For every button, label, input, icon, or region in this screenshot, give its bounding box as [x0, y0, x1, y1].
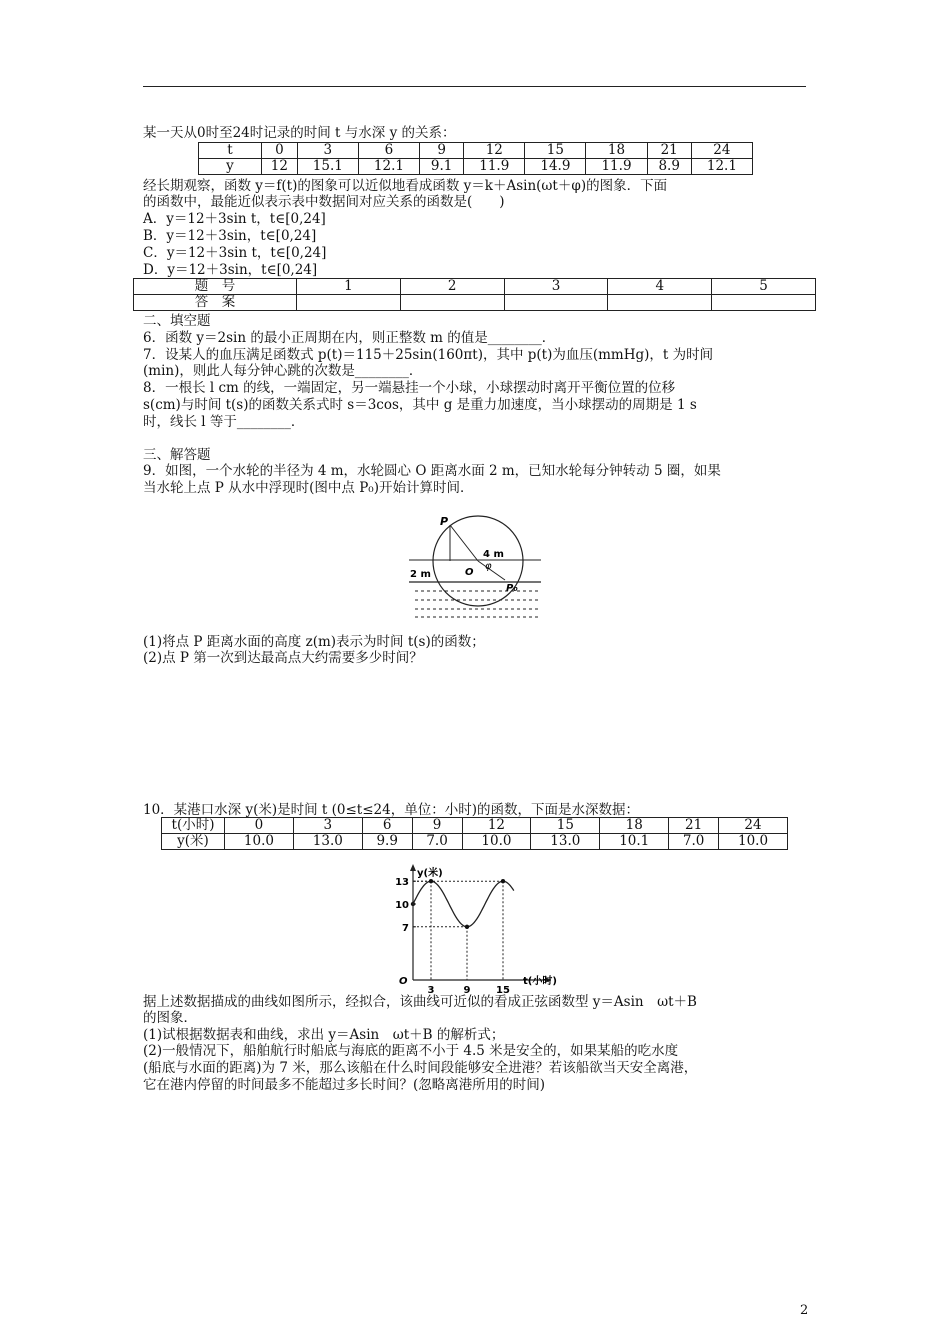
answer-col-4: 4 [608, 279, 712, 295]
table-cell: 12 [462, 818, 531, 834]
section-solve: 三、解答题 [143, 447, 211, 463]
label-p: P [440, 515, 449, 528]
x-tick-label: 3 [427, 985, 435, 996]
q10-sub2a: (2)一般情况下，船舶航行时船底与海底的距离不小于 4.5 米是安全的，如果某船的吃水度 [143, 1043, 679, 1059]
label-2m: 2 m [410, 569, 431, 580]
q5-option-c: C．y＝12＋3sin t，t∈[0,24] [143, 245, 327, 261]
q10-sub2b: (船底与水面的距离)为 7 米，那么该船在什么时间段能够安全进港？若该船欲当天安全离港， [143, 1060, 698, 1076]
label-p0: P₀ [506, 583, 518, 594]
q10-sub2c: 它在港内停留的时间最多不能超过多长时间？(忽略离港所用的时间) [143, 1077, 546, 1093]
series-line [413, 881, 514, 927]
y-tick-label: 13 [395, 877, 409, 889]
q5-line1: 经长期观察，函数 y＝f(t)的图象可以近似地看成函数 y＝k＋Asin(ωt＋φ)的图象．下面 [143, 178, 668, 194]
table-cell: 9.9 [362, 834, 412, 850]
q8-line2: s(cm)与时间 t(s)的函数关系式时 s＝3cos，其中 g 是重力加速度，当小球摆动的周期是 1 s [143, 397, 697, 413]
x-axis-label: t(小时) [523, 976, 557, 987]
table-cell: 14.9 [525, 159, 586, 175]
section-fill-blank: 二、填空题 [143, 313, 211, 329]
table-cell: 18 [586, 143, 647, 159]
table-row [162, 818, 788, 834]
table-row [162, 834, 788, 850]
q10-line1: 10．某港口水深 y(米)是时间 t (0≤t≤24，单位：小时)的函数，下面是水深数据： [143, 802, 639, 818]
water-wheel-figure [405, 505, 555, 630]
q6-text: 6．函数 y＝2sin 的最小正周期在内，则正整数 m 的值是________． [143, 330, 556, 346]
chart-marks [411, 879, 514, 929]
answer-cell[interactable] [400, 295, 504, 311]
table-cell: 6 [358, 143, 419, 159]
answer-col-5: 5 [712, 279, 816, 295]
table-cell: 0 [262, 143, 298, 159]
q5-line2: 的函数中，最能近似表示表中数据间对应关系的函数是( ) [143, 194, 505, 210]
table-cell: 3 [297, 143, 358, 159]
table-cell: 24 [691, 143, 752, 159]
answer-col-2: 2 [400, 279, 504, 295]
table-cell: 7.0 [669, 834, 719, 850]
data-table-2 [161, 817, 788, 850]
table-cell: 12.1 [691, 159, 752, 175]
op-radius [450, 525, 478, 561]
table-cell: 15 [525, 143, 586, 159]
q10-after1: 据上述数据描成的曲线如图所示，经拟合，该曲线可近似的看成正弦函数型 y＝Asin ωt＋B [143, 994, 697, 1010]
table-cell: 15 [531, 818, 600, 834]
table-cell: 0 [225, 818, 294, 834]
y-tick-label: 10 [395, 900, 409, 911]
data-point [501, 879, 505, 883]
table-cell: 9 [420, 143, 464, 159]
q7-line2: (min)，则此人每分钟心跳的次数是________． [143, 363, 423, 379]
q9-line1: 9．如图，一个水轮的半径为 4 m，水轮圆心 O 距离水面 2 m，已知水轮每分钟转动 5 圈，如果 [143, 463, 721, 479]
answer-cell[interactable] [297, 295, 401, 311]
answer-col-3: 3 [504, 279, 608, 295]
table-cell: 21 [647, 143, 691, 159]
table-cell: 10.0 [462, 834, 531, 850]
table-cell: 15.1 [297, 159, 358, 175]
header-rule [143, 86, 806, 87]
table-cell: 10.0 [225, 834, 294, 850]
depth-chart [385, 860, 570, 996]
page-number: 2 [800, 1303, 809, 1318]
table-cell: 9.1 [420, 159, 464, 175]
q9-sub2: (2)点 P 第一次到达最高点大约需要多少时间？ [143, 650, 423, 666]
q8-line1: 8．一根长 l cm 的线，一端固定，另一端悬挂一个小球，小球摆动时离开平衡位置的位移 [143, 380, 676, 396]
answer-table-label-ans: 答 案 [134, 295, 297, 311]
answer-cell[interactable] [608, 295, 712, 311]
q9-line2: 当水轮上点 P 从水中浮现时(图中点 P₀)开始计算时间． [143, 480, 474, 496]
data-table-1 [198, 142, 753, 175]
table-cell: 9 [412, 818, 462, 834]
table-row [199, 143, 753, 159]
q8-line3: 时，线长 l 等于________． [143, 414, 305, 430]
table-cell: 13.0 [531, 834, 600, 850]
table-cell: 18 [600, 818, 669, 834]
row-header-cell: t [199, 143, 262, 159]
q9-sub1: (1)将点 P 距离水面的高度 z(m)表示为时间 t(s)的函数； [143, 634, 485, 650]
y-axis-label: y(米) [417, 868, 443, 879]
table-cell: 12 [464, 143, 525, 159]
y-tick-label: 7 [402, 922, 409, 934]
label-4m: 4 m [483, 549, 504, 560]
chart-axes [395, 864, 557, 996]
data-point [465, 925, 469, 929]
answer-cell[interactable] [504, 295, 608, 311]
q5-option-a: A．y＝12＋3sin t，t∈[0,24] [143, 211, 326, 227]
table-cell: 13.0 [293, 834, 362, 850]
table-cell: 3 [293, 818, 362, 834]
intro-text: 某一天从0时至24时记录的时间 t 与水深 y 的关系： [143, 125, 456, 141]
x-tick-label: 15 [496, 985, 510, 996]
answer-table-label-num: 题 号 [134, 279, 297, 295]
q10-sub1: (1)试根据数据表和曲线，求出 y＝Asin ωt＋B 的解析式； [143, 1027, 505, 1043]
row-header-cell: y [199, 159, 262, 175]
table-cell: 8.9 [647, 159, 691, 175]
table-cell: 12.1 [358, 159, 419, 175]
table-cell: 11.9 [464, 159, 525, 175]
row-header-cell: y(米) [162, 834, 225, 850]
y-axis-arrow [410, 864, 416, 871]
q5-option-d: D．y＝12＋3sin，t∈[0,24] [143, 262, 318, 278]
table-cell: 6 [362, 818, 412, 834]
q5-option-b: B．y＝12＋3sin，t∈[0,24] [143, 228, 317, 244]
table-cell: 24 [719, 818, 788, 834]
table-cell: 10.1 [600, 834, 669, 850]
data-point [429, 879, 433, 883]
label-o: O [465, 567, 474, 578]
origin-label: O [399, 976, 408, 987]
q7-line1: 7．设某人的血压满足函数式 p(t)＝115＋25sin(160πt)，其中 p(t)为血压(mmHg)，t 为时间 [143, 347, 714, 363]
table-cell: 10.0 [719, 834, 788, 850]
row-header-cell: t(小时) [162, 818, 225, 834]
table-cell: 12 [262, 159, 298, 175]
answer-cell[interactable] [712, 295, 816, 311]
table-row [199, 159, 753, 175]
q10-after2: 的图象． [143, 1010, 197, 1026]
label-phi: φ [485, 561, 492, 572]
table-cell: 11.9 [586, 159, 647, 175]
answer-table [133, 278, 816, 311]
x-tick-label: 9 [463, 985, 471, 996]
table-cell: 21 [669, 818, 719, 834]
answer-col-1: 1 [297, 279, 401, 295]
table-cell: 7.0 [412, 834, 462, 850]
